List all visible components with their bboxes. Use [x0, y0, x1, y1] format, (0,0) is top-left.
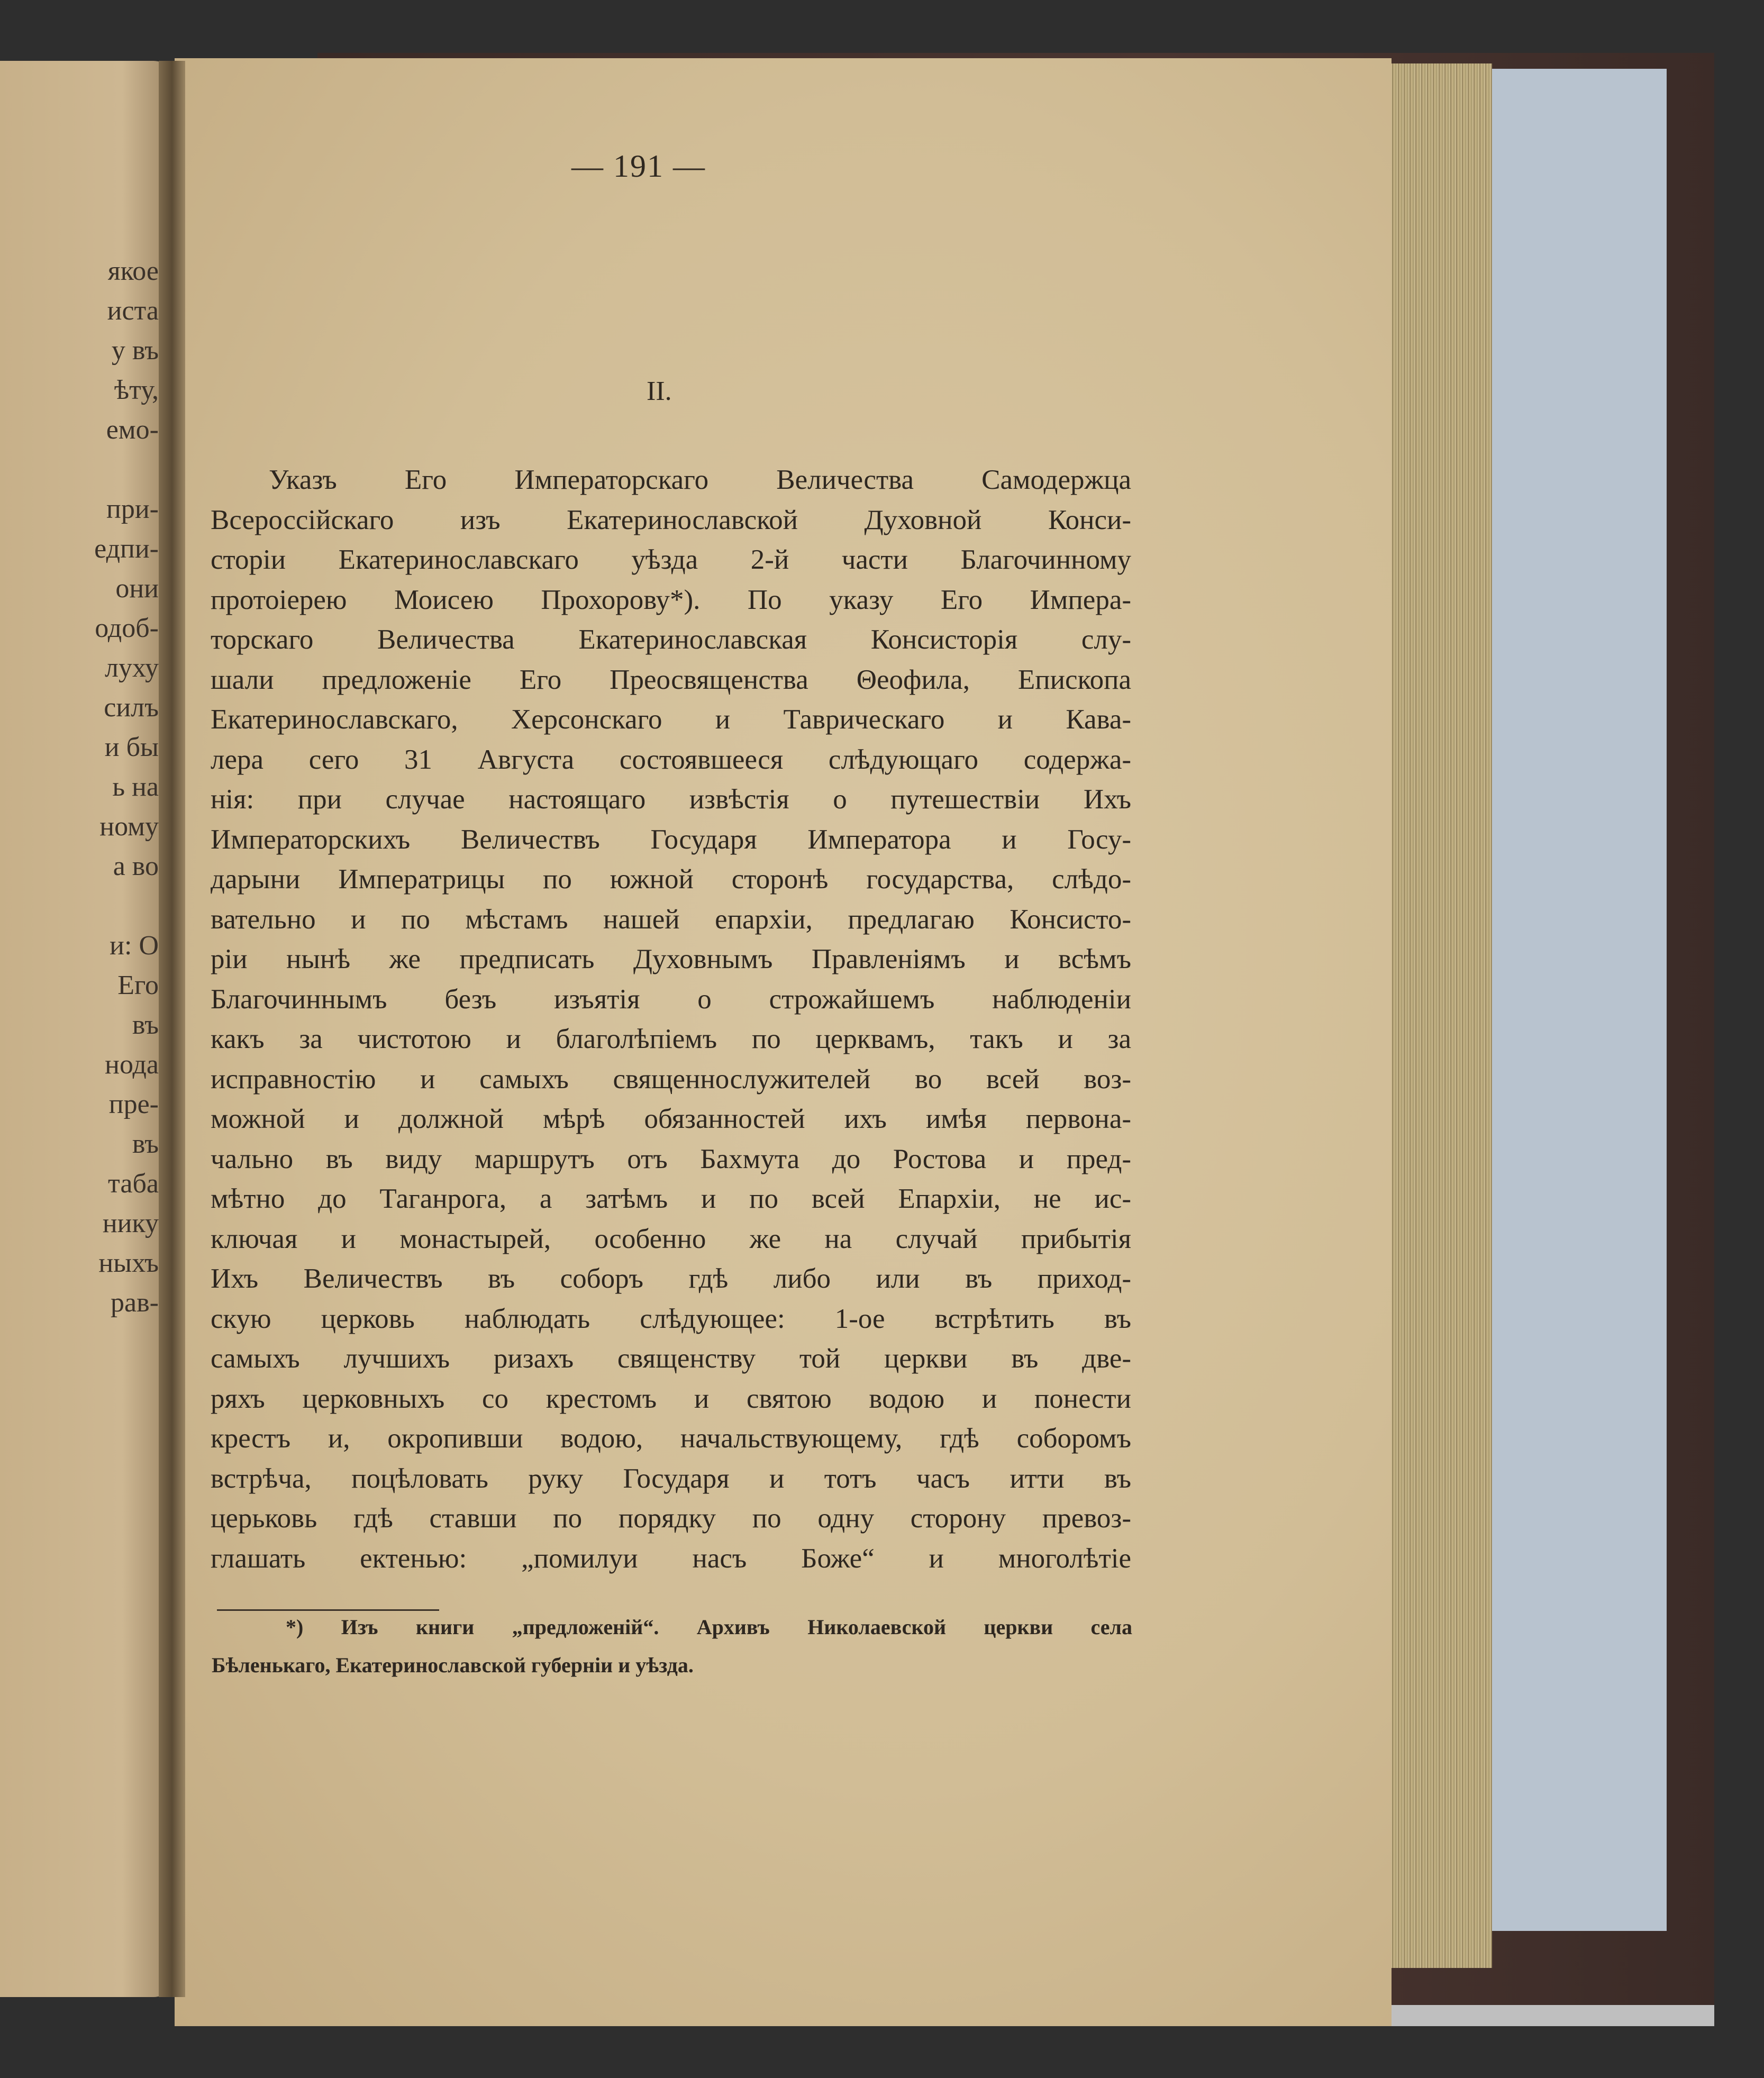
text-line: протоіерею Моисею Прохорову*). По указу Его Импера-	[211, 584, 1131, 615]
footnote	[212, 1608, 1132, 1684]
left-line: рав-	[111, 1288, 159, 1318]
body-text	[211, 460, 1131, 1579]
text-line: церьковь гдѣ ставши по порядку по одну сторону превоз-	[211, 1503, 1131, 1534]
book-gutter	[159, 61, 185, 1997]
text-line: Екатеринославскаго, Херсонскаго и Таврическаго и Кава-	[211, 704, 1131, 735]
left-line: и бы	[104, 732, 159, 762]
left-line: а во	[113, 851, 159, 881]
left-line: пре-	[108, 1089, 159, 1119]
left-line: въ	[132, 1010, 159, 1040]
left-line: иста	[107, 296, 159, 326]
left-line	[0, 886, 159, 926]
left-line: и: О	[110, 931, 159, 961]
text-line: какъ за чистотою и благолѣпіемъ по церквамъ, такъ и за	[211, 1024, 1131, 1054]
text-line: крестъ и, окропивши водою, начальствующему, гдѣ соборомъ	[211, 1423, 1131, 1454]
text-line: Всероссійскаго изъ Екатеринославской Духовной Конси-	[211, 504, 1131, 535]
text-line: встрѣча, поцѣловать руку Государя и тотъ часъ итти въ	[211, 1463, 1131, 1494]
text-line: ріи нынѣ же предписать Духовнымъ Правленіямъ и всѣмъ	[211, 944, 1131, 974]
text-line: самыхъ лучшихъ ризахъ священству той церкви въ две-	[211, 1343, 1131, 1374]
left-line: Его	[117, 970, 159, 1000]
blue-backing-sheet	[1471, 69, 1667, 1931]
text-line: глашать ектенью: „помилуи насъ Боже“ и многолѣтіе	[211, 1543, 1131, 1574]
text-line: Благочиннымъ безъ изъятія о строжайшемъ наблюденіи	[211, 983, 1131, 1015]
text-line: чально въ виду маршрутъ отъ Бахмута до Ростова и пред-	[211, 1143, 1131, 1174]
left-line: ь на	[112, 772, 159, 802]
text-line: можной и должной мѣрѣ обязанностей ихъ имѣя первона-	[211, 1104, 1131, 1134]
left-line: они	[115, 573, 159, 604]
text-line: торскаго Величества Екатеринославская Консисторія слу-	[211, 624, 1131, 655]
text-line: мѣтно до Таганрога, а затѣмъ и по всей Епархіи, не ис-	[211, 1183, 1131, 1214]
page-number: — 191 —	[571, 149, 706, 184]
footnote-line: Бѣленькаго, Екатеринославской губерніи и уѣзда.	[212, 1653, 694, 1677]
left-line	[0, 450, 159, 489]
left-line: нода	[105, 1050, 159, 1080]
text-line: Указъ Его Императорскаго Величества Самодержца	[269, 464, 1131, 495]
left-line: ѣту,	[114, 375, 159, 405]
text-line: нія: при случае настоящаго извѣстія о путешествіи Ихъ	[211, 784, 1131, 815]
left-line: въ	[132, 1129, 159, 1159]
text-line: вательно и по мѣстамъ нашей епархіи, предлагаю Консисто-	[211, 904, 1131, 935]
section-heading: II.	[647, 376, 672, 406]
text-line: сторіи Екатеринославскаго уѣзда 2-й части Благочинному	[211, 544, 1131, 575]
text-line: Императорскихъ Величествъ Государя Императора и Госу-	[211, 824, 1131, 855]
text-line: скую церковь наблюдать слѣдующее: 1-ое встрѣтить въ	[211, 1303, 1131, 1334]
text-line: Ихъ Величествъ въ соборъ гдѣ либо или въ приход-	[211, 1263, 1131, 1294]
text-line: ключая и монастырей, особенно же на случай прибытія	[211, 1223, 1131, 1254]
left-line: у въ	[111, 335, 159, 366]
text-line: шали предложеніе Его Преосвященства Θеофила, Епископа	[211, 664, 1131, 695]
left-line: едпи-	[94, 534, 159, 564]
left-line: при-	[106, 494, 159, 524]
left-line: одоб-	[95, 613, 159, 643]
left-line: емо-	[106, 415, 159, 445]
text-line: лера сего 31 Августа состоявшееся слѣдующаго содержа-	[211, 744, 1131, 775]
left-line: силъ	[104, 692, 159, 723]
left-page-text	[0, 251, 159, 1323]
left-page	[0, 61, 175, 1997]
text-line: дарыни Императрицы по южной сторонѣ государства, слѣдо-	[211, 864, 1131, 895]
left-line: якое	[107, 256, 159, 286]
left-line: ному	[99, 812, 159, 842]
page-edges	[1386, 63, 1492, 1968]
left-line: нику	[102, 1208, 159, 1238]
footnote-line: *) Изъ книги „предложеній“. Архивъ Николаевской церкви села	[286, 1615, 1132, 1639]
text-line: ряхъ церковныхъ со крестомъ и святою водою и понести	[211, 1383, 1131, 1414]
left-line: луху	[105, 653, 159, 683]
left-line: таба	[108, 1169, 159, 1199]
text-line: исправностію и самыхъ священнослужителей во всей воз-	[211, 1063, 1131, 1095]
left-line: ныхъ	[98, 1248, 159, 1278]
